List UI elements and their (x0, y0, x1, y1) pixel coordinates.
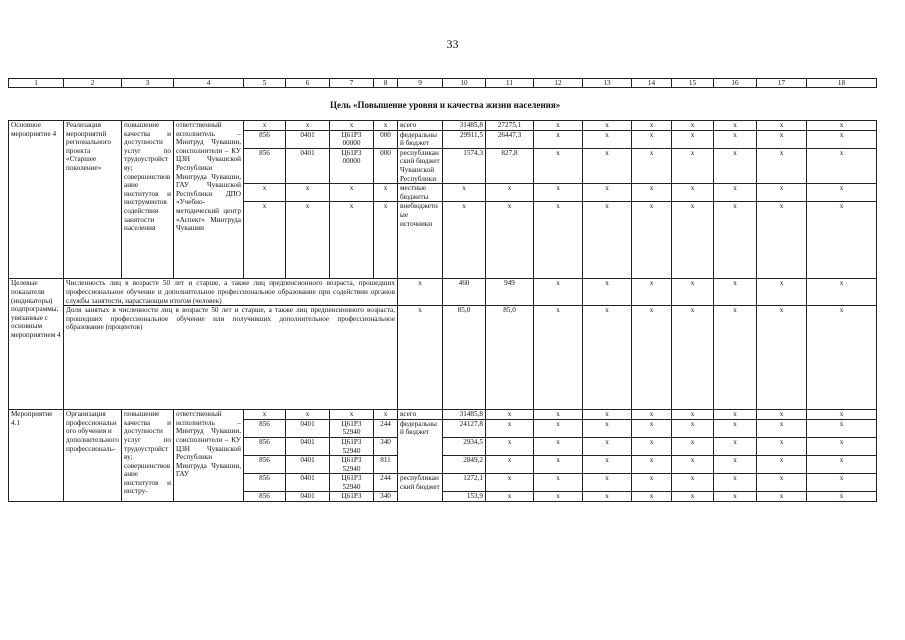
column-number: 1 (9, 79, 64, 88)
table-cell: 24127,8 (443, 419, 486, 437)
target-row (9, 306, 877, 410)
table-cell: x (244, 184, 286, 202)
table-cell: x (807, 456, 877, 474)
table-cell: x (632, 492, 672, 502)
table-cell: 340 (374, 492, 398, 502)
column-number: 8 (374, 79, 398, 88)
table-cell: x (807, 202, 877, 279)
table-cell: x (632, 437, 672, 455)
funding-source-cell: всего (398, 121, 443, 131)
table-cell: x (757, 306, 807, 410)
table-cell: x (672, 306, 714, 410)
table-cell: x (672, 474, 714, 492)
executor-cell: ответственный исполнитель – Минтруд Чувашии, соисполнители – КУ ЦЗН Чувашской Республики Минтруда Чувашии, ГАУ Чувашской Республики ДПО «Учебно-методический центр «Аспект» Минтруда Чувашии (174, 121, 244, 279)
table-cell: x (583, 130, 632, 148)
table-cell: 856 (244, 437, 286, 455)
table-cell: x (244, 410, 286, 420)
funding-source-cell: всего (398, 410, 443, 420)
table-cell: 856 (244, 419, 286, 437)
table-cell: x (672, 456, 714, 474)
table-cell: x (757, 474, 807, 492)
funding-source-cell: местные бюджеты (398, 184, 443, 202)
table-cell: x (757, 456, 807, 474)
table-cell: x (534, 456, 583, 474)
table-cell: x (486, 474, 534, 492)
table-cell: x (443, 184, 486, 202)
column-number: 2 (64, 79, 122, 88)
table-cell: x (632, 474, 672, 492)
column-number: 18 (807, 79, 877, 88)
table-cell: x (583, 184, 632, 202)
table-cell: x (757, 492, 807, 502)
table-cell: x (714, 410, 757, 420)
table-cell: x (807, 410, 877, 420)
table-cell: 0401 (286, 474, 330, 492)
table-cell: 827,8 (486, 148, 534, 183)
table-cell: x (374, 202, 398, 279)
funding-source-cell: республиканский бюджет (398, 474, 443, 502)
table-cell: x (534, 492, 583, 502)
table-cell: x (486, 410, 534, 420)
table-cell: x (632, 419, 672, 437)
table-cell: x (583, 492, 632, 502)
table-cell: x (534, 121, 583, 131)
table-cell: x (714, 130, 757, 148)
table-cell: Ц61Р3 52940 (330, 437, 374, 455)
column-number-row (9, 79, 877, 88)
table-cell: x (632, 410, 672, 420)
table-cell: x (672, 437, 714, 455)
table-cell: 0401 (286, 419, 330, 437)
table-cell: x (330, 202, 374, 279)
table-cell: x (286, 202, 330, 279)
event-description-cell: Организация профессионального обучения и дополнительного профессиональ- (64, 410, 122, 502)
table-cell: x (286, 184, 330, 202)
table-cell: x (374, 184, 398, 202)
page-number: 33 (446, 37, 459, 51)
column-number: 14 (632, 79, 672, 88)
table-cell: x (672, 202, 714, 279)
table-cell: 1574,3 (443, 148, 486, 183)
table-cell: x (672, 130, 714, 148)
table-row (9, 121, 877, 131)
table-cell: x (632, 456, 672, 474)
table-cell: 29911,5 (443, 130, 486, 148)
column-number: 17 (757, 79, 807, 88)
executor-cell: ответственный исполнитель – Минтруд Чувашии, соисполнители – КУ ЦЗН Чувашской Республики Минтруда Чувашии, ГАУ (174, 410, 244, 502)
table-cell: x (244, 202, 286, 279)
table-cell: x (807, 306, 877, 410)
table-cell: 000 (374, 130, 398, 148)
table-cell: x (486, 492, 534, 502)
table-cell: x (714, 279, 757, 306)
table-cell: Ц61Р3 00000 (330, 130, 374, 148)
table-cell: x (583, 279, 632, 306)
table-cell: x (757, 437, 807, 455)
table-cell: x (286, 121, 330, 131)
table-cell: 0401 (286, 437, 330, 455)
table-cell: x (632, 279, 672, 306)
table-cell: x (244, 121, 286, 131)
table-cell: 856 (244, 148, 286, 183)
table-cell: x (714, 437, 757, 455)
table-cell: x (714, 184, 757, 202)
table-cell: x (443, 202, 486, 279)
table-cell: x (714, 474, 757, 492)
table-cell: x (807, 121, 877, 131)
table-cell: x (714, 492, 757, 502)
table-cell: x (534, 184, 583, 202)
table-cell: x (583, 410, 632, 420)
event-name-cell: Мероприятие 4.1 (9, 410, 64, 502)
table-cell: x (583, 419, 632, 437)
table-cell: x (330, 184, 374, 202)
expected-result-cell: повышение качества и доступности услуг по трудоустройству; совершенствование институтов и инструментов содействия занятости населения (122, 121, 174, 279)
table-cell: x (672, 184, 714, 202)
table-cell: 0401 (286, 148, 330, 183)
table-cell: x (632, 148, 672, 183)
table-cell: x (757, 419, 807, 437)
funding-source-cell: федеральный бюджет (398, 419, 443, 474)
column-header-table (8, 78, 877, 88)
column-number: 3 (122, 79, 174, 88)
column-number: 16 (714, 79, 757, 88)
targets-label-cell: Целевые показатели (индикаторы) подпрограммы, увязанные с основным мероприятием 4 (9, 279, 64, 410)
table-cell: Ц61Р3 52940 (330, 456, 374, 474)
column-number: 10 (443, 79, 486, 88)
table-cell: 153,9 (443, 492, 486, 502)
column-number: 4 (174, 79, 244, 88)
target-row (9, 279, 877, 306)
table-cell: x (807, 148, 877, 183)
table-cell: 856 (244, 456, 286, 474)
column-number: 11 (486, 79, 534, 88)
table-cell: x (632, 184, 672, 202)
table-cell: x (398, 279, 443, 306)
column-number: 7 (330, 79, 374, 88)
table-cell: x (398, 306, 443, 410)
table-cell: x (486, 202, 534, 279)
event-description-cell: Реализация мероприятий регионального проекта «Старшее поколение» (64, 121, 122, 279)
table-cell: 000 (374, 148, 398, 183)
table-cell: 949 (486, 279, 534, 306)
table-cell: 0401 (286, 456, 330, 474)
program-table (8, 120, 877, 502)
table-cell: x (534, 474, 583, 492)
column-number: 9 (398, 79, 443, 88)
table-cell: x (632, 202, 672, 279)
table-cell: x (714, 121, 757, 131)
table-cell: 26447,3 (486, 130, 534, 148)
expected-result-cell: повышение качества и доступности услуг по трудоустройству; совершенствование институтов и инстру- (122, 410, 174, 502)
table-cell: 31485,8 (443, 410, 486, 420)
column-number: 15 (672, 79, 714, 88)
table-cell: x (534, 279, 583, 306)
table-cell: x (757, 279, 807, 306)
table-cell: 85,0 (486, 306, 534, 410)
table-cell: x (583, 474, 632, 492)
table-cell: 244 (374, 474, 398, 492)
table-cell: 340 (374, 437, 398, 455)
table-cell: x (714, 148, 757, 183)
table-cell: 85,0 (443, 306, 486, 410)
table-cell: x (486, 184, 534, 202)
table-cell: x (807, 492, 877, 502)
table-cell: x (583, 456, 632, 474)
table-cell: 1272,1 (443, 474, 486, 492)
table-cell: x (534, 410, 583, 420)
table-cell: x (672, 121, 714, 131)
table-cell: x (714, 306, 757, 410)
goal-heading: Цель «Повышение уровня и качества жизни населения» (330, 100, 561, 110)
column-number: 5 (244, 79, 286, 88)
table-cell: x (714, 202, 757, 279)
table-cell: 2849,2 (443, 456, 486, 474)
table-cell: x (583, 306, 632, 410)
table-cell: 856 (244, 474, 286, 492)
table-row (9, 410, 877, 420)
column-number: 6 (286, 79, 330, 88)
table-cell: x (583, 437, 632, 455)
table-cell: 244 (374, 419, 398, 437)
table-cell: x (672, 148, 714, 183)
target-indicator-text: Доля занятых в численности лиц в возрасте 50 лет и старше, а также лиц предпенсионного возраста, прошедших профессиональное обучение или получивших дополнительное профессиональное образование (процентов) (64, 306, 398, 410)
table-cell: x (330, 121, 374, 131)
column-number: 13 (583, 79, 632, 88)
table-cell: x (486, 419, 534, 437)
table-cell: x (286, 410, 330, 420)
table-cell: x (486, 437, 534, 455)
table-cell: 0401 (286, 130, 330, 148)
table-cell: x (672, 492, 714, 502)
table-cell: x (807, 184, 877, 202)
target-indicator-text: Численность лиц в возрасте 50 лет и старше, а также лиц предпенсионного возраста, прошедших профессиональное обучение и дополнительное профессиональное образование при содействии органов службы занятости, нарастающим итогом (человек) (64, 279, 398, 306)
table-cell: 811 (374, 456, 398, 474)
funding-source-cell: федеральный бюджет (398, 130, 443, 148)
table-cell: x (534, 148, 583, 183)
table-cell: 31485,8 (443, 121, 486, 131)
table-cell: x (583, 202, 632, 279)
table-cell: Ц61Р3 (330, 492, 374, 502)
table-cell: x (714, 419, 757, 437)
table-cell: x (757, 148, 807, 183)
table-cell: 0401 (286, 492, 330, 502)
table-cell: x (757, 184, 807, 202)
table-cell: x (534, 130, 583, 148)
table-cell: x (807, 419, 877, 437)
table-cell: x (534, 202, 583, 279)
table-cell: x (583, 121, 632, 131)
table-cell: 856 (244, 130, 286, 148)
table-cell: 27275,1 (486, 121, 534, 131)
table-cell: x (632, 121, 672, 131)
table-cell: x (374, 410, 398, 420)
table-cell: Ц61Р3 00000 (330, 148, 374, 183)
table-cell: x (757, 202, 807, 279)
table-cell: x (534, 306, 583, 410)
table-cell: x (672, 419, 714, 437)
table-cell: x (330, 410, 374, 420)
table-cell: x (672, 279, 714, 306)
table-cell: Ц61Р3 52940 (330, 474, 374, 492)
table-cell: x (714, 456, 757, 474)
table-cell: x (632, 130, 672, 148)
table-cell: 856 (244, 492, 286, 502)
table-cell: Ц61Р3 52940 (330, 419, 374, 437)
table-cell: x (807, 279, 877, 306)
table-cell: x (534, 437, 583, 455)
table-cell: x (757, 410, 807, 420)
funding-source-cell: республиканский бюджет Чувашской Республики (398, 148, 443, 183)
funding-source-cell: внебюджетные источники (398, 202, 443, 279)
table-cell: x (757, 130, 807, 148)
table-cell: x (807, 474, 877, 492)
table-cell: x (757, 121, 807, 131)
table-cell: x (486, 456, 534, 474)
table-cell: 460 (443, 279, 486, 306)
table-cell: x (534, 419, 583, 437)
table-cell: x (672, 410, 714, 420)
table-cell: x (807, 130, 877, 148)
table-cell: x (807, 437, 877, 455)
table-cell: x (374, 121, 398, 131)
column-number: 12 (534, 79, 583, 88)
table-cell: x (632, 306, 672, 410)
event-name-cell: Основное мероприятие 4 (9, 121, 64, 279)
table-cell: 2934,5 (443, 437, 486, 455)
table-cell: x (583, 148, 632, 183)
